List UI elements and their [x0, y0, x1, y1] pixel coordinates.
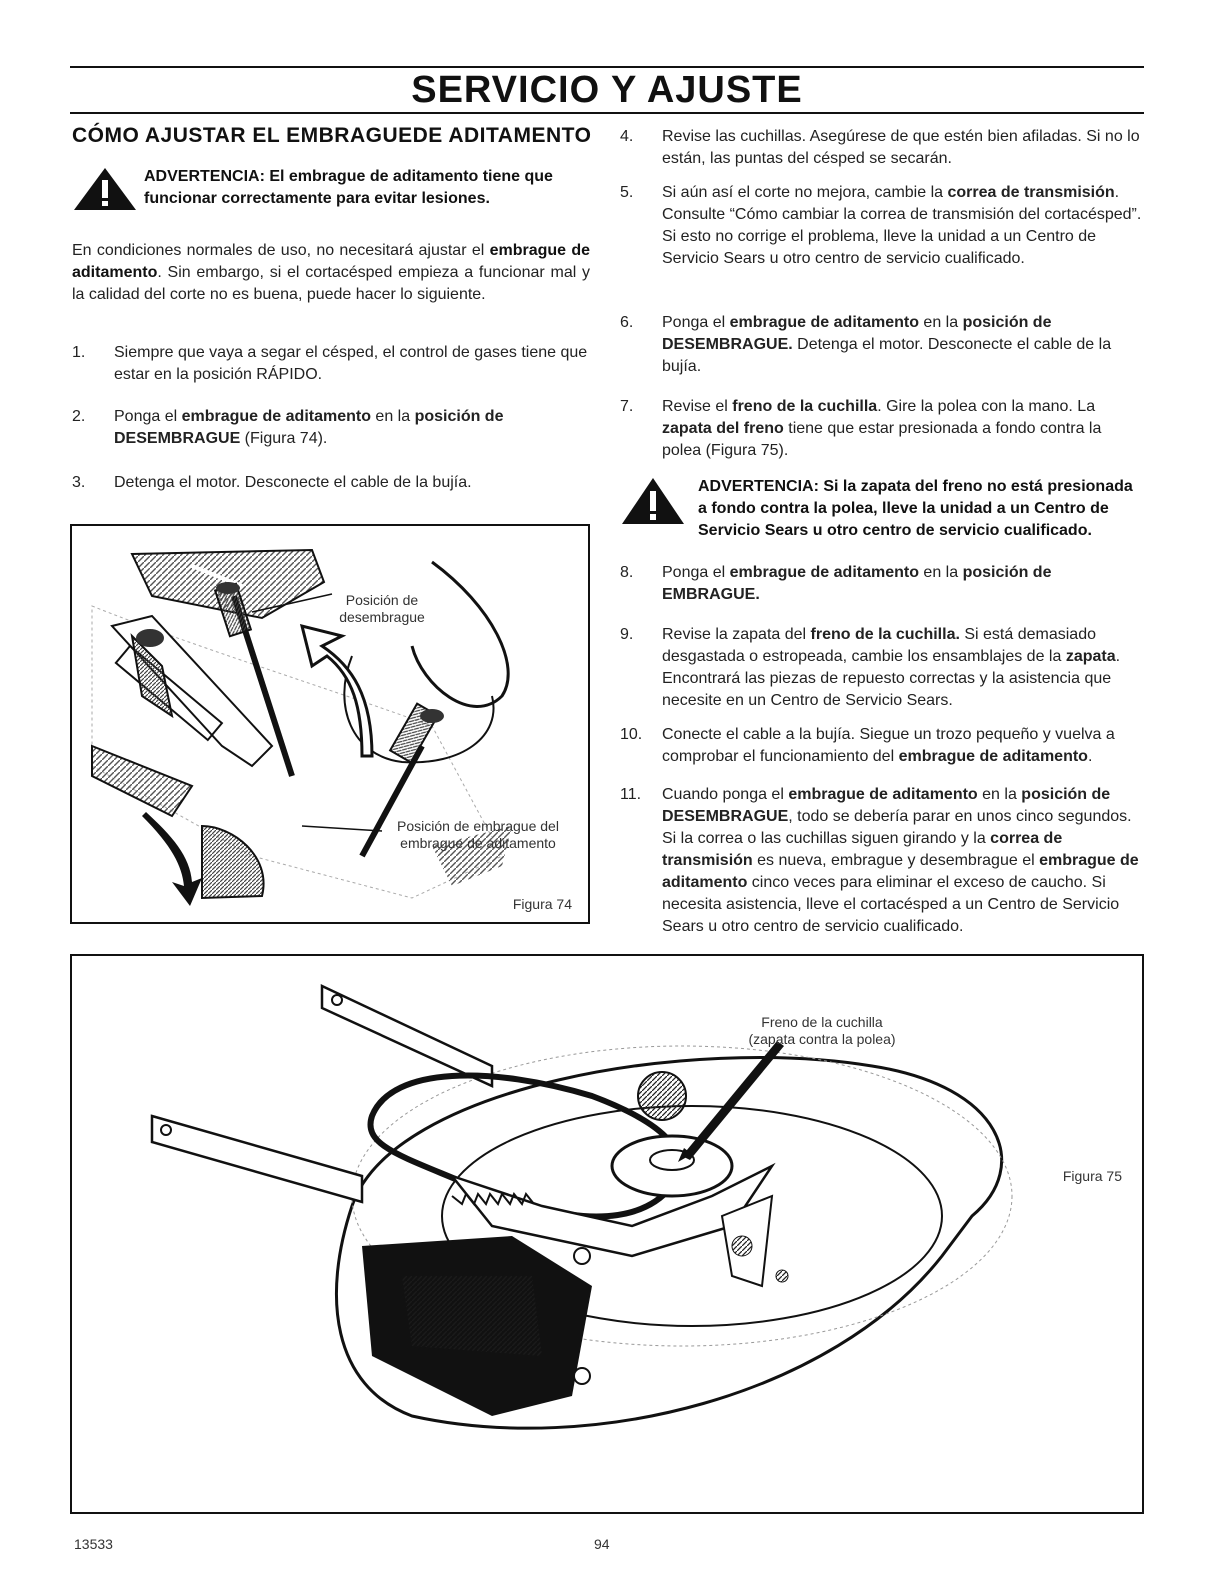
list-item-segment: . Gire la polea con la mano. La: [877, 398, 1096, 415]
warning-text-2: ADVERTENCIA: Si la zapata del freno no está presionada a fondo contra la polea, lleve la unidad a un Centro de Servicio Sears u otro centro de servicio cualificado.: [698, 478, 1133, 539]
list-item-text: [114, 406, 590, 450]
list-item-text: [662, 396, 1144, 462]
list-item-text: [662, 624, 1144, 712]
list-item-text: [662, 312, 1144, 378]
list-item-number: 10.: [620, 726, 643, 743]
list-item-segment: . Encontrará las piezas de repuesto correctas y la asistencia que necesite en un Centro de Servicio Sears.: [662, 648, 1121, 709]
list-item-number: 2.: [72, 408, 86, 425]
list-item: [72, 472, 590, 494]
list-item-segment: Si aún así el corte no mejora, cambie la: [662, 184, 948, 201]
list-item: [620, 624, 1144, 712]
list-item-text: [114, 472, 590, 494]
list-item: [620, 396, 1144, 462]
list-item-number: 1.: [72, 344, 86, 361]
list-item-number: 3.: [72, 474, 86, 491]
list-item-number: 5.: [620, 184, 634, 201]
list-item-segment: en la: [918, 314, 963, 331]
figure-75-label-brake-line1: Freno de la cuchilla: [761, 1014, 883, 1030]
list-item-bold: posición de DESEMBRAGUE: [114, 408, 504, 447]
list-item-text: [662, 126, 1144, 170]
list-item-segment: en la: [370, 408, 415, 425]
warning-triangle-icon: [620, 476, 686, 526]
list-item-number: 9.: [620, 626, 634, 643]
section-title: CÓMO AJUSTAR EL EMBRAGUEDE ADITAMENTO: [72, 124, 592, 147]
list-item: [620, 126, 1144, 170]
list-item-number: 11.: [620, 786, 642, 803]
warning-block-2: [620, 476, 1144, 542]
list-item-segment: Revise las cuchillas. Asegúrese de que estén bien afiladas. Si no lo están, las puntas del césped se secarán.: [662, 128, 1140, 167]
blade-brake-illustration: [72, 956, 1142, 1512]
figure-75-label-brake-line2: (zapata contra la polea): [748, 1031, 896, 1047]
list-item-text: [662, 182, 1144, 270]
list-item-bold: embrague de aditamento: [729, 314, 919, 331]
list-item-segment: en la: [918, 564, 963, 581]
figure-74-caption: Figura 74: [512, 896, 572, 912]
list-item-segment: , todo se debería parar en unos cinco segundos. Si la correa o las cuchillas siguen girando y la: [662, 808, 1132, 847]
list-item-bold: correa de transmisión: [947, 184, 1115, 201]
list-item-text: [662, 784, 1144, 938]
intro-paragraph: [72, 240, 590, 306]
warning-block-1: [72, 166, 592, 212]
list-item-text: [662, 562, 1144, 606]
list-item-bold: freno de la cuchilla.: [810, 626, 960, 643]
list-item-segment: en la: [977, 786, 1022, 803]
list-item: [620, 312, 1144, 378]
list-item-number: 4.: [620, 128, 634, 145]
list-item-number: 7.: [620, 398, 634, 415]
figure-74-label-disengage-line2: desembrague: [339, 609, 425, 625]
figure-74-label-engage-line2: embrague de aditamento: [400, 835, 556, 851]
figure-75-caption: Figura 75: [1062, 1168, 1122, 1184]
list-item-segment: Cuando ponga el: [662, 786, 789, 803]
list-item-segment: .: [1087, 748, 1093, 765]
list-item-bold: embrague de aditamento: [181, 408, 371, 425]
list-item-bold: freno de la cuchilla: [732, 398, 878, 415]
warning-triangle-icon: [72, 166, 138, 212]
list-item-segment: . Consulte “Cómo cambiar la correa de transmisión del cortacésped”. Si esto no corrige el problema, lleve la unidad a un Centro de Servicio Sears u otro centro de servicio cualificado.: [662, 184, 1142, 267]
list-item-segment: Si está demasiado desgastada o estropeada, cambie los ensamblajes de la: [662, 626, 1096, 665]
list-item-segment: Siempre que vaya a segar el césped, el control de gases tiene que estar en la posición RÁPIDO.: [114, 344, 588, 383]
list-item: [72, 342, 590, 386]
list-item-segment: Ponga el: [662, 564, 730, 581]
list-item: [620, 724, 1144, 768]
attachment-clutch-illustration: [72, 526, 588, 922]
list-item-segment: es nueva, embrague y desembrague el: [752, 852, 1040, 869]
list-item-segment: Revise la zapata del: [662, 626, 811, 643]
list-item-segment: Detenga el motor. Desconecte el cable de la bujía.: [114, 474, 472, 491]
list-item-bold: posición de DESEMBRAGUE: [662, 786, 1111, 825]
list-item-segment: Ponga el: [114, 408, 182, 425]
list-item-segment: Revise el: [662, 398, 733, 415]
list-item: [620, 562, 1144, 606]
list-item-bold: embrague de aditamento: [788, 786, 978, 803]
figure-74: [70, 524, 590, 924]
list-item-segment: tiene que estar presionada a fondo contra la polea (Figura 75).: [662, 420, 1102, 459]
figure-75: [70, 954, 1144, 1514]
list-item-bold: zapata del freno: [662, 420, 784, 437]
document-code: 13533: [74, 1536, 113, 1552]
figure-74-label-disengage-line1: Posición de: [345, 592, 419, 608]
intro-bold: embrague de aditamento: [72, 242, 591, 281]
list-item-bold: embrague de aditamento: [662, 852, 1139, 891]
list-item-bold: posición de DESEMBRAGUE.: [662, 314, 1052, 353]
list-item: [620, 182, 1144, 270]
list-item-bold: embrague de aditamento: [898, 748, 1088, 765]
warning-text-1: ADVERTENCIA: El embrague de aditamento tiene que funcionar correctamente para evitar lesiones.: [144, 168, 553, 207]
list-item-bold: correa de transmisión: [662, 830, 1063, 869]
figure-74-label-disengage: [322, 592, 442, 626]
list-item-text: [662, 724, 1144, 768]
list-item-segment: Conecte el cable a la bujía. Siegue un trozo pequeño y vuelva a comprobar el funcionamiento del: [662, 726, 1115, 765]
header-rule: [70, 112, 1144, 114]
figure-74-label-engage: [378, 818, 578, 852]
figure-74-label-engage-line1: Posición de embrague del: [397, 818, 559, 834]
list-item-segment: Ponga el: [662, 314, 730, 331]
intro-text-1: En condiciones normales de uso, no necesitará ajustar el: [72, 242, 485, 259]
list-item-segment: cinco veces para eliminar el exceso de caucho. Si necesita asistencia, lleve el cortacésped a un Centro de Servicio Sears u otro centro de servicio cualificado.: [662, 874, 1120, 935]
list-item-segment: Detenga el motor. Desconecte el cable de la bujía.: [662, 336, 1112, 375]
list-item-bold: embrague de aditamento: [729, 564, 919, 581]
figure-75-label-brake: [712, 1014, 932, 1048]
list-item-segment: (Figura 74).: [240, 430, 328, 447]
top-rule: [70, 66, 1144, 68]
list-item-text: [114, 342, 590, 386]
list-item: [72, 406, 590, 450]
page-header: SERVICIO Y AJUSTE: [411, 69, 803, 111]
list-item-bold: zapata: [1065, 648, 1116, 665]
page-number: 94: [594, 1536, 610, 1552]
list-item-number: 8.: [620, 564, 634, 581]
list-item-number: 6.: [620, 314, 634, 331]
list-item-bold: posición de EMBRAGUE.: [662, 564, 1052, 603]
intro-text-2: . Sin embargo, si el cortacésped empieza a funcionar mal y la calidad del corte no es buena, puede hacer lo siguiente.: [72, 264, 590, 303]
list-item: [620, 784, 1144, 938]
